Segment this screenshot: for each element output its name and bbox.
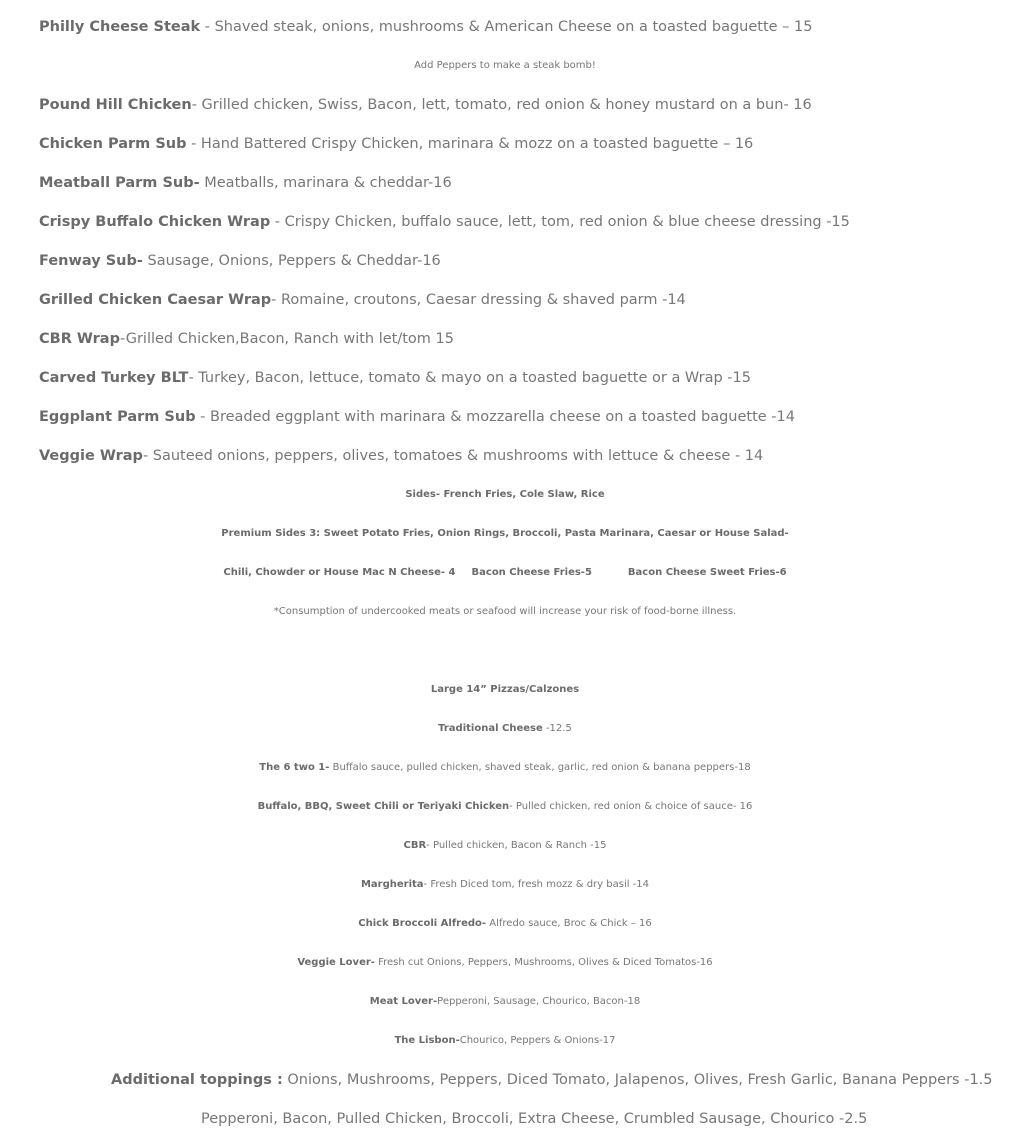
item-desc: - Hand Battered Crispy Chicken, marinara & mozz on a toasted baguette – 16 (186, 136, 754, 152)
item-name: CBR Wrap (39, 331, 120, 347)
item-desc: Sausage, Onions, Peppers & Cheddar-16 (142, 253, 441, 269)
item-desc: Meatballs, marinara & cheddar-16 (199, 175, 452, 191)
menu-item-meatball (39, 171, 452, 195)
item-desc: Buffalo sauce, pulled chicken, shaved steak, garlic, red onion & banana peppers-18 (329, 762, 751, 773)
item-desc: - Crispy Chicken, buffalo sauce, lett, tom, red onion & blue cheese dressing -15 (270, 214, 850, 230)
item-name: Pound Hill Chicken (39, 97, 192, 113)
pizza-item-lisbon (0, 1029, 1010, 1053)
item-desc: - Sauteed onions, peppers, olives, tomatoes & mushrooms with lettuce & cheese - 14 (142, 448, 764, 464)
item-name: Eggplant Parm Sub (39, 409, 196, 425)
item-desc: -Grilled Chicken,Bacon, Ranch with let/tom 15 (119, 331, 454, 347)
extra-sides-line (0, 561, 1010, 585)
menu-item-eggplant (39, 405, 795, 429)
item-name: Margherita (360, 879, 424, 890)
menu-item-veggie-wrap (39, 444, 763, 468)
item-desc: Fresh cut Onions, Peppers, Mushrooms, Olives & Diced Tomatos-16 (374, 957, 713, 968)
item-name: Meat Lover- (369, 996, 438, 1007)
item-name: The Lisbon- (394, 1035, 460, 1046)
item-name: Traditional Cheese (438, 723, 543, 734)
premium-sides-text: Premium Sides 3: Sweet Potato Fries, Onion Rings, Broccoli, Pasta Marinara, Caesar or House Salad- (221, 528, 789, 539)
item-name: Philly Cheese Steak (39, 19, 201, 35)
menu-item-philly (39, 15, 812, 39)
pizza-heading-text: Large 14” Pizzas/Calzones (430, 684, 580, 695)
menu-item-pound-hill (39, 93, 812, 117)
item-name: Buffalo, BBQ, Sweet Chili or Teriyaki Chicken (257, 801, 510, 812)
sides-text: Sides- French Fries, Cole Slaw, Rice (405, 489, 605, 500)
extra-side-chili: Chili, Chowder or House Mac N Cheese- 4 (223, 567, 456, 578)
pizza-item-chicken-sauce (0, 795, 1010, 819)
item-desc: - Grilled chicken, Swiss, Bacon, lett, tomato, red onion & honey mustard on a bun- 16 (191, 97, 812, 113)
item-name: Fenway Sub- (39, 253, 143, 269)
item-name: Chick Broccoli Alfredo- (358, 918, 487, 929)
item-name: Carved Turkey BLT (39, 370, 189, 386)
pizza-item-cheese (0, 717, 1010, 741)
pizza-item-veggie-lover (0, 951, 1010, 975)
pizza-heading (0, 678, 1010, 702)
menu-item-chicken-parm (39, 132, 753, 156)
item-desc: - Romaine, croutons, Caesar dressing & shaved parm -14 (271, 292, 686, 308)
item-name: Crispy Buffalo Chicken Wrap (39, 214, 271, 230)
pizza-item-margherita (0, 873, 1010, 897)
item-name: Grilled Chicken Caesar Wrap (39, 292, 272, 308)
toppings-label: Additional toppings : (111, 1072, 283, 1088)
toppings-line-2: Pepperoni, Bacon, Pulled Chicken, Broccoli, Extra Cheese, Crumbled Sausage, Chourico -2.5 (201, 1111, 868, 1127)
pizza-item-meat-lover (0, 990, 1010, 1014)
item-desc: - Fresh Diced tom, fresh mozz & dry basil -14 (423, 879, 650, 890)
item-desc: - Pulled chicken, red onion & choice of sauce- 16 (509, 801, 753, 812)
toppings-line-1 (111, 1068, 993, 1092)
item-desc: -12.5 (542, 723, 572, 734)
menu-item-cbr-wrap (39, 327, 454, 351)
item-name: CBR (403, 840, 427, 851)
item-name: Chicken Parm Sub (39, 136, 187, 152)
item-desc: - Shaved steak, onions, mushrooms & American Cheese on a toasted baguette – 15 (200, 19, 813, 35)
sides-line (0, 483, 1010, 507)
extra-side-bacon-sweet-fries: Bacon Cheese Sweet Fries-6 (627, 567, 787, 578)
extra-side-bacon-fries: Bacon Cheese Fries-5 (471, 567, 592, 578)
item-desc: Pepperoni, Sausage, Chourico, Bacon-18 (437, 996, 641, 1007)
item-name: Veggie Wrap (39, 448, 143, 464)
pizza-item-cbr (0, 834, 1010, 858)
steak-bomb-note: Add Peppers to make a steak bomb! (414, 60, 596, 71)
item-desc: - Pulled chicken, Bacon & Ranch -15 (426, 840, 607, 851)
item-desc: Chourico, Peppers & Onions-17 (459, 1035, 616, 1046)
item-name: The 6 two 1- (259, 762, 330, 773)
item-name: Meatball Parm Sub- (39, 175, 200, 191)
menu-item-buffalo-wrap (39, 210, 850, 234)
pizza-item-6two1 (0, 756, 1010, 780)
premium-sides-line (0, 522, 1010, 546)
item-name: Veggie Lover- (297, 957, 375, 968)
food-safety-disclaimer: *Consumption of undercooked meats or seafood will increase your risk of food-borne illness. (273, 606, 737, 617)
toppings-list-1: Onions, Mushrooms, Peppers, Diced Tomato, Jalapenos, Olives, Fresh Garlic, Banana Peppers -1.5 (282, 1072, 993, 1088)
item-desc: Alfredo sauce, Broc & Chick – 16 (486, 918, 652, 929)
menu-item-caesar-wrap (39, 288, 686, 312)
pizza-item-alfredo (0, 912, 1010, 936)
item-desc: - Breaded eggplant with marinara & mozzarella cheese on a toasted baguette -14 (195, 409, 795, 425)
menu-item-fenway (39, 249, 441, 273)
menu-item-turkey-blt (39, 366, 751, 390)
item-desc: - Turkey, Bacon, lettuce, tomato & mayo on a toasted baguette or a Wrap -15 (188, 370, 751, 386)
